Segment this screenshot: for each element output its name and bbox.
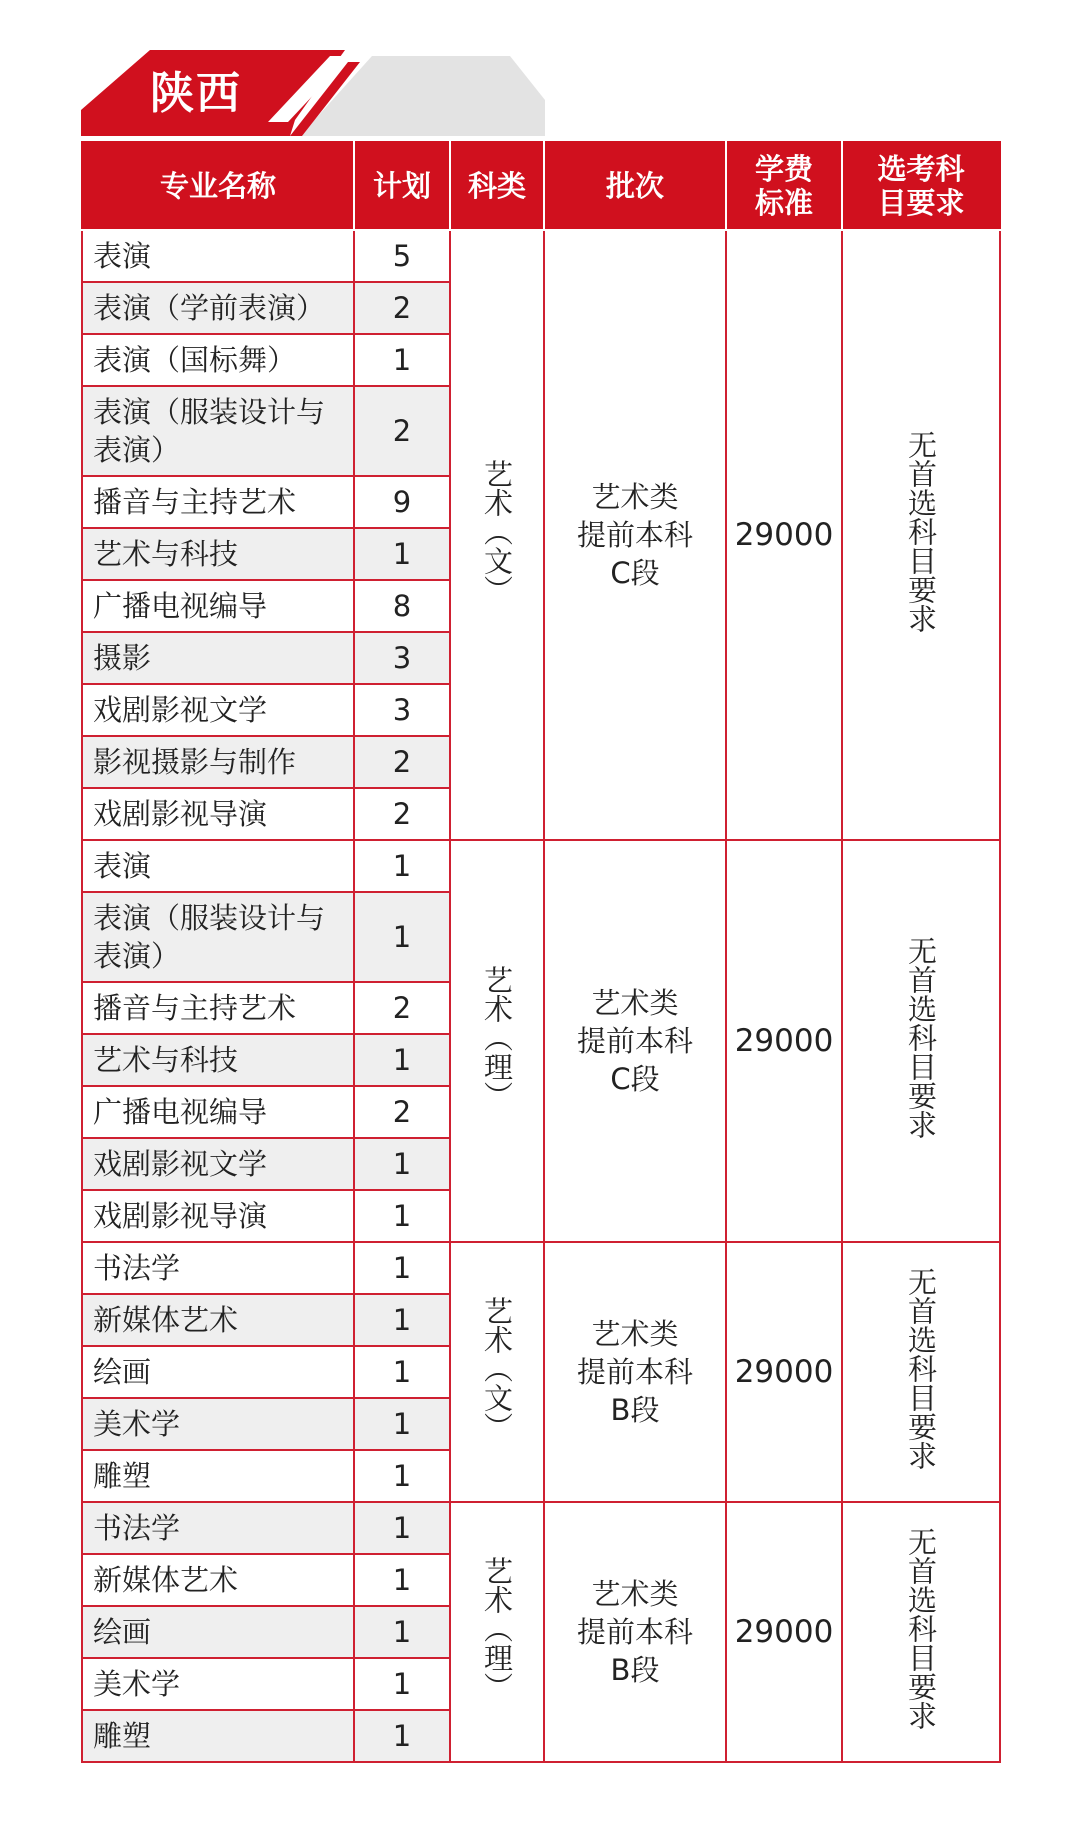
requirement-cell	[842, 1502, 1000, 1762]
major-name: 表演	[82, 230, 354, 282]
category-text: 艺术（理）	[480, 965, 514, 1110]
plan-count: 8	[354, 580, 450, 632]
major-name: 播音与主持艺术	[82, 476, 354, 528]
major-name: 新媒体艺术	[82, 1554, 354, 1606]
major-name: 表演（服装设计与表演）	[82, 386, 354, 476]
batch-line: 提前本科	[576, 1615, 693, 1649]
batch-line: B段	[610, 1393, 660, 1427]
plan-count: 1	[354, 528, 450, 580]
plan-count: 9	[354, 476, 450, 528]
category-cell	[450, 1502, 544, 1762]
batch-cell	[544, 1242, 726, 1502]
plan-count: 3	[354, 684, 450, 736]
major-name: 绘画	[82, 1346, 354, 1398]
batch-line: 艺术类	[591, 986, 679, 1020]
province-tab	[0, 0, 1080, 140]
major-name: 美术学	[82, 1658, 354, 1710]
plan-count: 1	[354, 1398, 450, 1450]
requirement-cell	[842, 230, 1000, 840]
plan-count: 2	[354, 736, 450, 788]
plan-count: 1	[354, 1242, 450, 1294]
province-title: 陕西	[150, 68, 242, 119]
plan-count: 2	[354, 386, 450, 476]
plan-count: 1	[354, 1294, 450, 1346]
batch-line: 艺术类	[591, 480, 679, 514]
category-cell	[450, 230, 544, 840]
major-name: 戏剧影视导演	[82, 1190, 354, 1242]
major-name: 艺术与科技	[82, 528, 354, 580]
category-text: 艺术（文）	[480, 459, 514, 604]
batch-cell	[544, 1502, 726, 1762]
major-name: 表演（学前表演）	[82, 282, 354, 334]
plan-count: 1	[354, 1190, 450, 1242]
major-name: 戏剧影视文学	[82, 1138, 354, 1190]
batch-line: 提前本科	[576, 1024, 693, 1058]
plan-count: 2	[354, 788, 450, 840]
plan-count: 2	[354, 982, 450, 1034]
table-row	[82, 840, 1000, 892]
header-batch: 批次	[544, 142, 726, 230]
plan-count: 1	[354, 1138, 450, 1190]
table-row	[82, 1242, 1000, 1294]
batch-line: 艺术类	[591, 1317, 679, 1351]
plan-count: 1	[354, 1606, 450, 1658]
batch-line: 提前本科	[576, 1355, 693, 1389]
category-cell	[450, 1242, 544, 1502]
plan-count: 1	[354, 1658, 450, 1710]
batch-cell	[544, 840, 726, 1242]
table-body	[82, 230, 1000, 1762]
plan-count: 1	[354, 892, 450, 982]
requirement-cell	[842, 1242, 1000, 1502]
requirement-text: 无首选科目要求	[904, 1267, 938, 1470]
major-name: 摄影	[82, 632, 354, 684]
major-name: 新媒体艺术	[82, 1294, 354, 1346]
major-name: 影视摄影与制作	[82, 736, 354, 788]
major-name: 雕塑	[82, 1450, 354, 1502]
header-major: 专业名称	[82, 142, 354, 230]
plan-count: 1	[354, 334, 450, 386]
major-name: 表演（服装设计与表演）	[82, 892, 354, 982]
batch-line: C段	[610, 556, 660, 590]
plan-count: 2	[354, 1086, 450, 1138]
plan-count: 1	[354, 840, 450, 892]
major-name: 表演	[82, 840, 354, 892]
category-text: 艺术（理）	[480, 1556, 514, 1701]
plan-count: 1	[354, 1034, 450, 1086]
table-row	[82, 230, 1000, 282]
table-row	[82, 1502, 1000, 1554]
category-text: 艺术（文）	[480, 1296, 514, 1441]
header-category: 科类	[450, 142, 544, 230]
batch-line: 提前本科	[576, 518, 693, 552]
plan-count: 3	[354, 632, 450, 684]
batch-line: 艺术类	[591, 1577, 679, 1611]
requirement-text: 无首选科目要求	[904, 430, 938, 633]
requirement-text: 无首选科目要求	[904, 1527, 938, 1730]
header-requirement: 选考科 目要求	[842, 142, 1000, 230]
major-name: 艺术与科技	[82, 1034, 354, 1086]
plan-count: 5	[354, 230, 450, 282]
fee-cell: 29000	[726, 1242, 842, 1502]
header-fee: 学费 标准	[726, 142, 842, 230]
major-name: 戏剧影视导演	[82, 788, 354, 840]
plan-count: 1	[354, 1450, 450, 1502]
plan-count: 1	[354, 1502, 450, 1554]
category-cell	[450, 840, 544, 1242]
major-name: 广播电视编导	[82, 1086, 354, 1138]
major-name: 绘画	[82, 1606, 354, 1658]
major-name: 戏剧影视文学	[82, 684, 354, 736]
enrollment-plan-table	[81, 141, 1001, 1763]
plan-count: 1	[354, 1346, 450, 1398]
fee-cell: 29000	[726, 840, 842, 1242]
header-row	[82, 142, 1000, 230]
fee-cell: 29000	[726, 1502, 842, 1762]
major-name: 广播电视编导	[82, 580, 354, 632]
plan-count: 2	[354, 282, 450, 334]
header-plan: 计划	[354, 142, 450, 230]
major-name: 表演（国标舞）	[82, 334, 354, 386]
major-name: 雕塑	[82, 1710, 354, 1762]
batch-line: B段	[610, 1653, 660, 1687]
requirement-text: 无首选科目要求	[904, 936, 938, 1139]
requirement-cell	[842, 840, 1000, 1242]
plan-count: 1	[354, 1710, 450, 1762]
batch-line: C段	[610, 1062, 660, 1096]
batch-cell	[544, 230, 726, 840]
plan-count: 1	[354, 1554, 450, 1606]
major-name: 书法学	[82, 1502, 354, 1554]
fee-cell: 29000	[726, 230, 842, 840]
major-name: 书法学	[82, 1242, 354, 1294]
major-name: 美术学	[82, 1398, 354, 1450]
major-name: 播音与主持艺术	[82, 982, 354, 1034]
